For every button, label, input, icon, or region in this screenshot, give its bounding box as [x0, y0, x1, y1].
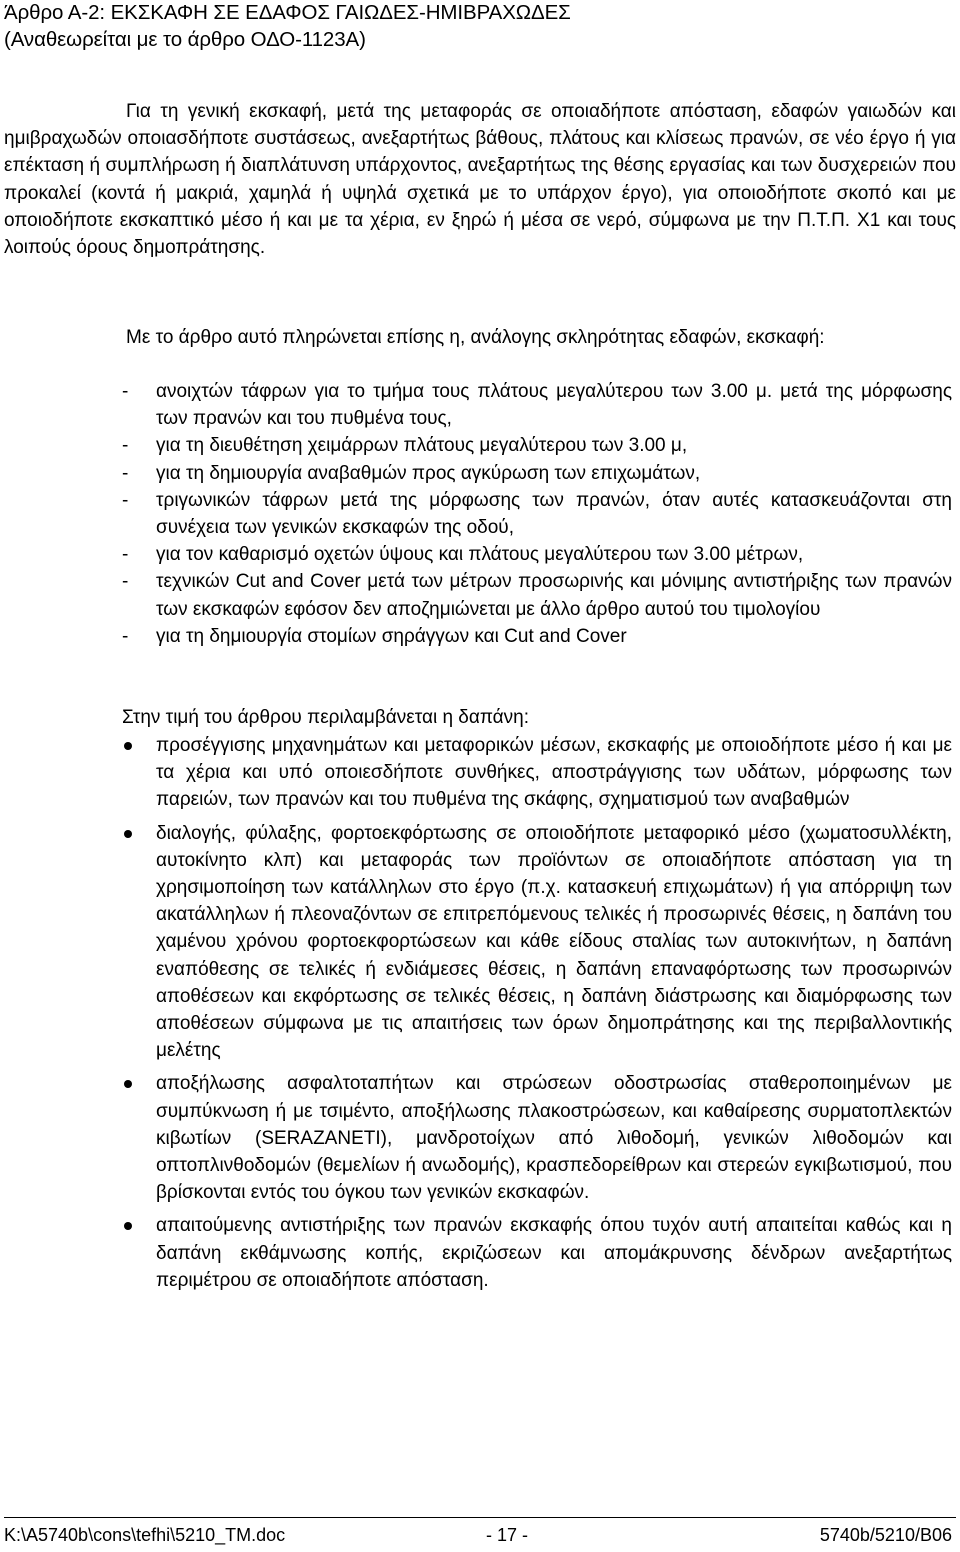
- article-title: Άρθρο Α-2: ΕΚΣΚΑΦΗ ΣΕ ΕΔΑΦΟΣ ΓΑΙΩΔΕΣ-ΗΜΙΒΡΑΧΩΔΕΣ: [4, 1, 571, 24]
- list-item: [122, 568, 952, 622]
- footer-divider: [4, 1517, 956, 1518]
- list-item-text: τεχνικών Cut and Cover μετά των μέτρων προσωρινής και μόνιμης αντιστήριξης των πρανών των εκσκαφών εφόσον δεν αποζημιώνεται με άλλο άρθρο αυτού του τιμολογίου: [156, 571, 952, 620]
- list-item: [122, 487, 952, 541]
- dash-marker: -: [122, 435, 129, 457]
- bullet-item: [122, 1212, 952, 1294]
- list-item: [122, 623, 952, 650]
- bullet-item: [122, 820, 952, 1065]
- list-item-text: τριγωνικών τάφρων μετά της μόρφωσης των πρανών, όταν αυτές κατασκευάζονται στη συνέχεια των γενικών εκσκαφών της οδού,: [156, 489, 952, 539]
- paragraph-main: Για τη γενική εκσκαφή, μετά της μεταφοράς σε οποιαδήποτε απόσταση, εδαφών γαιωδών και ημιβραχωδών οποιασδήποτε συστάσεως, ανεξαρτήτως βάθους, πλάτους και κλίσεως πρανών, σε νέο έργο ή για επέκταση ή συμπλήρωση ή διαπλάτυνση υπάρχοντος, ανεξαρτήτως της θέσης εργασίας και των δυσχερειών που προκαλεί (κοντά ή μακριά, χαμηλά ή υψηλά σχετικά με το υπάρχον έργο), για οποιοδήποτε σκοπό και με οποιοδήποτε εκσκαπτικό μέσο ή και με τα χέρια, εν ξηρώ ή μέσα σε νερό, σύμφωνα με την Π.Τ.Π. Χ1 και τους λοιπούς όρους δημοπράτησης.: [4, 101, 956, 259]
- dash-marker: -: [122, 571, 129, 593]
- list-item: [122, 378, 952, 432]
- bullet-icon: [124, 742, 132, 750]
- bullet-item-text: προσέγγισης μηχανημάτων και μεταφορικών μέσων, εκσκαφής με οποιοδήποτε μέσο ή και με τα χέρια και υπό οποιεσδήποτε συνθήκες, αποστράγγισης των υδάτων, μόρφωσης των παρειών, των πρανών και του πυθμένα της σκάφης, σχηματισμού των αναβαθμών: [156, 735, 952, 811]
- list-item: [122, 460, 952, 487]
- dash-marker: -: [122, 544, 129, 566]
- article-subtitle: (Αναθεωρείται με το άρθρο ΟΔΟ-1123Α): [4, 28, 366, 51]
- price-includes-intro: Στην τιμή του άρθρου περιλαμβάνεται η δαπάνη:: [122, 707, 530, 728]
- bullet-icon: [124, 1080, 132, 1088]
- list-item-text: για τη δημιουργία στομίων σηράγγων και Cut and Cover: [156, 625, 627, 647]
- excavation-types-list: [122, 378, 952, 650]
- footer-file-path: K:\A5740b\cons\tefhi\5210_TM.doc: [4, 1525, 286, 1545]
- footer-page-number: - 17 -: [486, 1525, 529, 1545]
- bullet-item-text: διαλογής, φύλαξης, φορτοεκφόρτωσης σε οποιοδήποτε μεταφορικό μέσο (χωματοσυλλέκτη, αυτοκίνητο κλπ) και μεταφοράς των προϊόντων σε οποιαδήποτε απόσταση για τη χρησιμοποίηση των κατάλληλων στο έργο (π.χ. κατασκευή επιχωμάτων) ή για απόρριψη των ακατάλληλων ή πλεοναζόντων σε επιτρεπόμενους τελικές ή προσωρινές θέσεις, η δαπάνη του χαμένου χρόνου φορτοεκφορτώσεων και κάθε είδους σταλίας των αυτοκινήτων, η δαπάνη εναπόθεσης σε τελικές ή ενδιάμεσες θέσεις, η δαπάνη επαναφόρτωσης των προσωρινών αποθέσεων και εκφόρτωσης σε τελικές θέσεις, η δαπάνη διάστρωσης και διαμόρφωσης των αποθέσεων σύμφωνα με τις απαιτήσεις των όρων δημοπράτησης και της περιβαλλοντικής μελέτης: [156, 822, 952, 1062]
- list-item: [122, 541, 952, 568]
- bullet-item-text: αποξήλωσης ασφαλτοταπήτων και στρώσεων οδοστρωσίας σταθεροποιημένων με συμπύκνωση ή με τσιμέντο, αποξήλωσης πλακοστρώσεων, και καθαίρεσης συρματοπλεκτών κιβωτίων (SERAZANETI), μανδροτοίχων από λιθοδομή, γενικών λιθοδομών και οπτοπλινθοδομών (θεμελίων ή ανωδομής), κρασπεδορείθρων και στερεών εγκιβωτισμού, που βρίσκονται εντός του όγκου των γενικών εκσκαφών.: [156, 1073, 952, 1204]
- bullet-item: [122, 732, 952, 814]
- list-item: [122, 432, 952, 459]
- list-item-text: ανοιχτών τάφρων για το τμήμα τους πλάτους μεγαλύτερου των 3.00 μ. μετά της μόρφωσης των πρανών και του πυθμένα τους,: [156, 381, 952, 430]
- dash-marker: -: [122, 462, 129, 484]
- price-includes-list: [122, 732, 952, 1300]
- list-item-text: για τον καθαρισμό οχετών ύψους και πλάτους μεγαλύτερου των 3.00 μέτρων,: [156, 544, 804, 566]
- bullet-icon: [124, 830, 132, 838]
- footer-document-code: 5740b/5210/B06: [819, 1525, 952, 1545]
- dash-marker: -: [122, 625, 129, 647]
- bullet-item-text: απαιτούμενης αντιστήριξης των πρανών εκσκαφής όπου τυχόν αυτή απαιτείται καθώς και η δαπάνη εκθάμνωσης κοπής, εκριζώσεων και απομάκρυνσης δένδρων ανεξαρτήτως περιμέτρου σε οποιαδήποτε απόσταση.: [156, 1215, 952, 1291]
- dash-marker: -: [122, 381, 129, 402]
- paragraph-also-paid: Με το άρθρο αυτό πληρώνεται επίσης η, ανάλογης σκληρότητας εδαφών, εκσκαφή:: [126, 327, 825, 348]
- list-item-text: για τη διευθέτηση χειμάρρων πλάτους μεγαλύτερου των 3.00 μ,: [156, 435, 688, 457]
- bullet-item: [122, 1070, 952, 1206]
- list-item-text: για τη δημιουργία αναβαθμών προς αγκύρωση των επιχωμάτων,: [156, 462, 701, 484]
- bullet-icon: [124, 1222, 132, 1230]
- dash-marker: -: [122, 489, 129, 511]
